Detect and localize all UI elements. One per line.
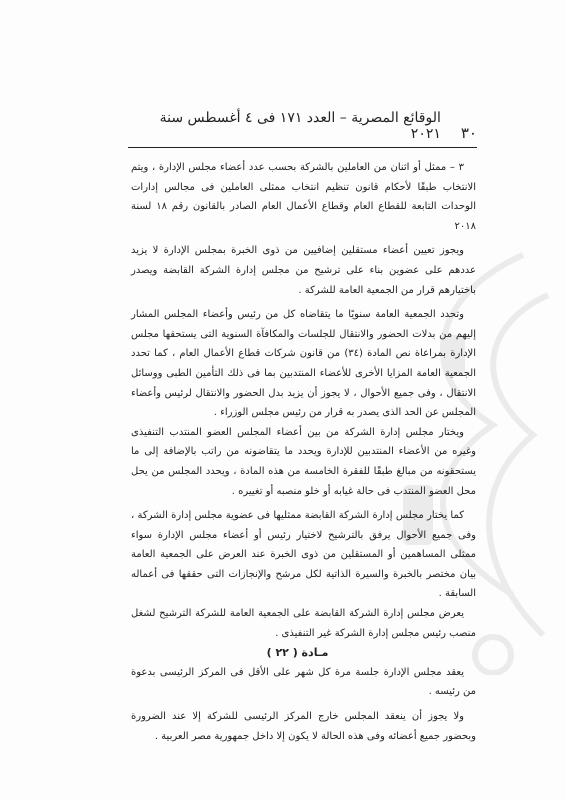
page-header xyxy=(130,110,477,142)
header-divider xyxy=(128,147,477,148)
body-paragraph: ٣ – ممثل أو اثنان من العاملين بالشركة بحسب عدد أعضاء مجلس الإدارة ، ويتم الانتخاب طبقًا لأحكام قانون تنظيم انتخاب ممثلى العاملين فى مجالس إدارات الوحدات التابعة للقطاع العام وقطاع الأعمال العام الصادر بالقانون رقم ١٨ لسنة ٢٠١٨ xyxy=(131,162,477,232)
document-body xyxy=(131,158,476,746)
page-number: ٣٠ xyxy=(460,124,477,142)
article-heading: مـادة ( ٢٢ ) xyxy=(266,646,329,660)
body-paragraph: ويختار مجلس إدارة الشركة من بين أعضاء المجلس العضو المنتدب التنفيذى وغيره من الأعضاء المنتدبين للإدارة ويحدد ما يتقاضونه من راتب بالإضافة إلى ما يستحقونه من مبالغ طبقًا للفقرة الخامسة من هذه المادة ، ويحدد المجلس من يحل محل العضو المنتدب فى حالة غيابه أو خلو منصبه أو تغييره . xyxy=(131,426,476,497)
body-paragraph: ويجوز تعيين أعضاء مستقلين إضافيين من ذوى الخبرة بمجلس الإدارة لا يزيد عددهم على عضوين بناء على ترشيح من مجلس إدارة الشركة القابضة ويصدر باختيارهم قرار من الجمعية العامة للشركة . xyxy=(131,245,476,296)
gazette-title: الوقائع المصرية – العدد ١٧١ فى ٤ أغسطس سنة ٢٠٢١ xyxy=(159,110,441,142)
article-paragraph: ولا يجوز أن ينعقد المجلس خارج المركز الرئيسى للشركة إلا عند الضرورة وبحضور جميع أعضائه وفى هذه الحالة لا يكون إلا داخل جمهورية مصر العربية . xyxy=(131,711,476,742)
body-paragraph: وتحدد الجمعية العامة سنويًا ما يتقاضاه كل من رئيس وأعضاء المجلس المشار إليهم من بدلات الحضور والانتقال للجلسات والمكافآة السنوية التى يستحقها مجلس الإدارة بمراعاة نص المادة (٣٤) من قانون شركات قطاع الأعمال العام ، كما تحدد الجمعية العامة المزايا الأخرى للأعضاء المنتدبين بما فى ذلك التأمين الطبى ووسائل الانتقال ، وفى جميع الأحوال ، لا يجوز أن يزيد بدل الحضور والانتقال لرئيس وأعضاء المجلس عن الحد الذى يصدر به قرار من رئيس مجلس الوزراء . xyxy=(131,309,476,419)
body-paragraph: يعرض مجلس إدارة الشركة القابضة على الجمعية العامة للشركة الترشيح لشغل منصب رئيس مجلس إدارة الشركة غير التنفيذى . xyxy=(131,608,476,639)
body-paragraph: كما يختار مجلس إدارة الشركة القابضة ممثليها فى عضوية مجلس إدارة الشركة ، وفى جميع الأحوال يرفق بالترشيح لاختيار رئيس أو أعضاء مجلس الإدارة سواء ممثلى المساهمين أو المستقلين من ذوى الخبرة عند العرض على الجمعية العامة بيان مختصر بالخبرة والسيرة الذاتية لكل مرشح والإنجازات التى حققها فى أعماله السابقة . xyxy=(131,510,476,600)
article-paragraph: يعقد مجلس الإدارة جلسة مرة كل شهر على الأقل فى المركز الرئيسى بدعوة من رئيسه . xyxy=(131,666,476,698)
